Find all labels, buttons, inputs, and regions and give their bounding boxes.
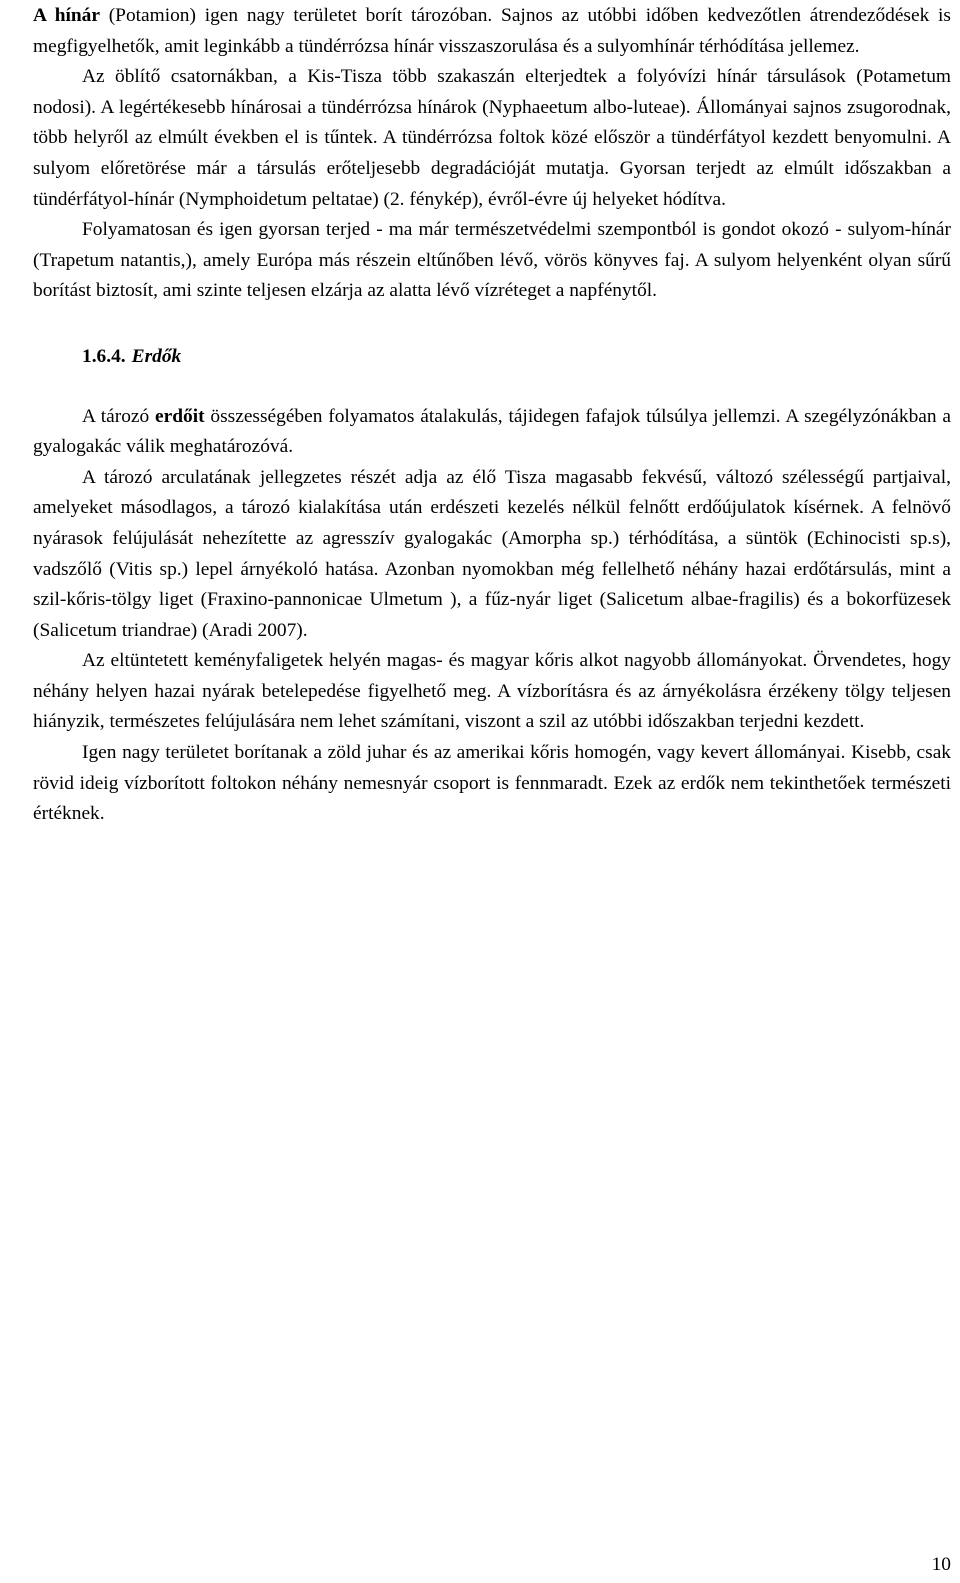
document-page	[33, 0, 951, 830]
section-title: Erdők	[131, 345, 182, 367]
paragraph-text: A tározó	[82, 405, 156, 427]
paragraph-text: összességében folyamatos átalakulás, tájidegen fafajok túlsúlya jellemzi. A szegélyzónákban a gyalogakác válik meghatározóvá.	[33, 405, 951, 458]
bold-term-erdoit: erdőit	[155, 405, 205, 427]
section-heading	[33, 342, 951, 373]
page-number: 10	[931, 1554, 951, 1575]
paragraph-juhar-koris: Igen nagy területet borítanak a zöld juhar és az amerikai kőris homogén, vagy kevert állományai. Kisebb, csak rövid ideig vízborított foltokon néhány nemesnyár csoport is fennmaradt. Ezek az erdők nem tekinthetőek természeti értéknek.	[33, 742, 951, 825]
section-number: 1.6.4.	[82, 345, 126, 367]
paragraph-erdok-intro	[33, 402, 951, 463]
paragraph-hinar-intro	[33, 1, 951, 62]
bold-term-hinar: A hínár	[33, 5, 100, 26]
paragraph-sulyom: Folyamatosan és igen gyorsan terjed - ma már természetvédelmi szempontból is gondot okozó - sulyom-hínár (Trapetum natantis,), amely Európa más részein eltűnőben lévő, vörös könyves faj. A sulyom helyenként olyan sűrű borítást biztosít, ami szinte teljesen elzárja az alatta lévő vízréteget a napfénytől.	[33, 219, 951, 302]
paragraph-csatornak: Az öblítő csatornákban, a Kis-Tisza több szakaszán elterjedtek a folyóvízi hínár társulások (Potametum nodosi). A legértékesebb hínárosai a tündérrózsa hínárok (Nyphaeetum albo-luteae). Állományai sajnos zsugorodnak, több helyről az elmúlt években el is tűntek. A tündérrózsa foltok közé először a tündérfátyol kezdett benyomulni. A sulyom előretörése már a társulás erőteljesebb degradációját mutatja. Gyorsan terjedt az elmúlt időszakban a tündérfátyol-hínár (Nymphoidetum peltatae) (2. fénykép), évről-évre új helyeket hódítva.	[33, 66, 951, 210]
paragraph-arculat: A tározó arculatának jellegzetes részét adja az élő Tisza magasabb fekvésű, változó szélességű partjaival, amelyeket másodlagos, a tározó kialakítása után erdészeti kezelés nélkül felnőtt erdőújulatok kísérnek. A felnövő nyárasok felújulását nehezítette az agresszív gyalogakác (Amorpha sp.) térhódítása, a süntök (Echinocisti sp.s), vadszőlő (Vitis sp.) lepel árnyékoló hatása. Azonban nyomokban még fellelhető néhány hazai erdőtársulás, mint a szil-kőris-tölgy liget (Fraxino-pannonicae Ulmetum ), a fűz-nyár liget (Salicetum albae-fragilis) és a bokorfüzesek (Salicetum triandrae) (Aradi 2007).	[33, 466, 951, 641]
paragraph-text: (Potamion) igen nagy területet borít tározóban. Sajnos az utóbbi időben kedvezőtlen átrendeződések is megfigyelhetők, amit leginkább a tündérrózsa hínár visszaszorulása és a sulyomhínár térhódítása jellemez.	[33, 5, 951, 57]
paragraph-kemenyfaligetek: Az eltüntetett keményfaligetek helyén magas- és magyar kőris alkot nagyobb állományokat. Örvendetes, hogy néhány helyen hazai nyárak betelepedése figyelhető meg. A vízborításra és az árnyékolásra érzékeny tölgy teljesen hiányzik, természetes felújulására nem lehet számítani, viszont a szil az utóbbi időszakban terjedni kezdett.	[33, 650, 951, 733]
